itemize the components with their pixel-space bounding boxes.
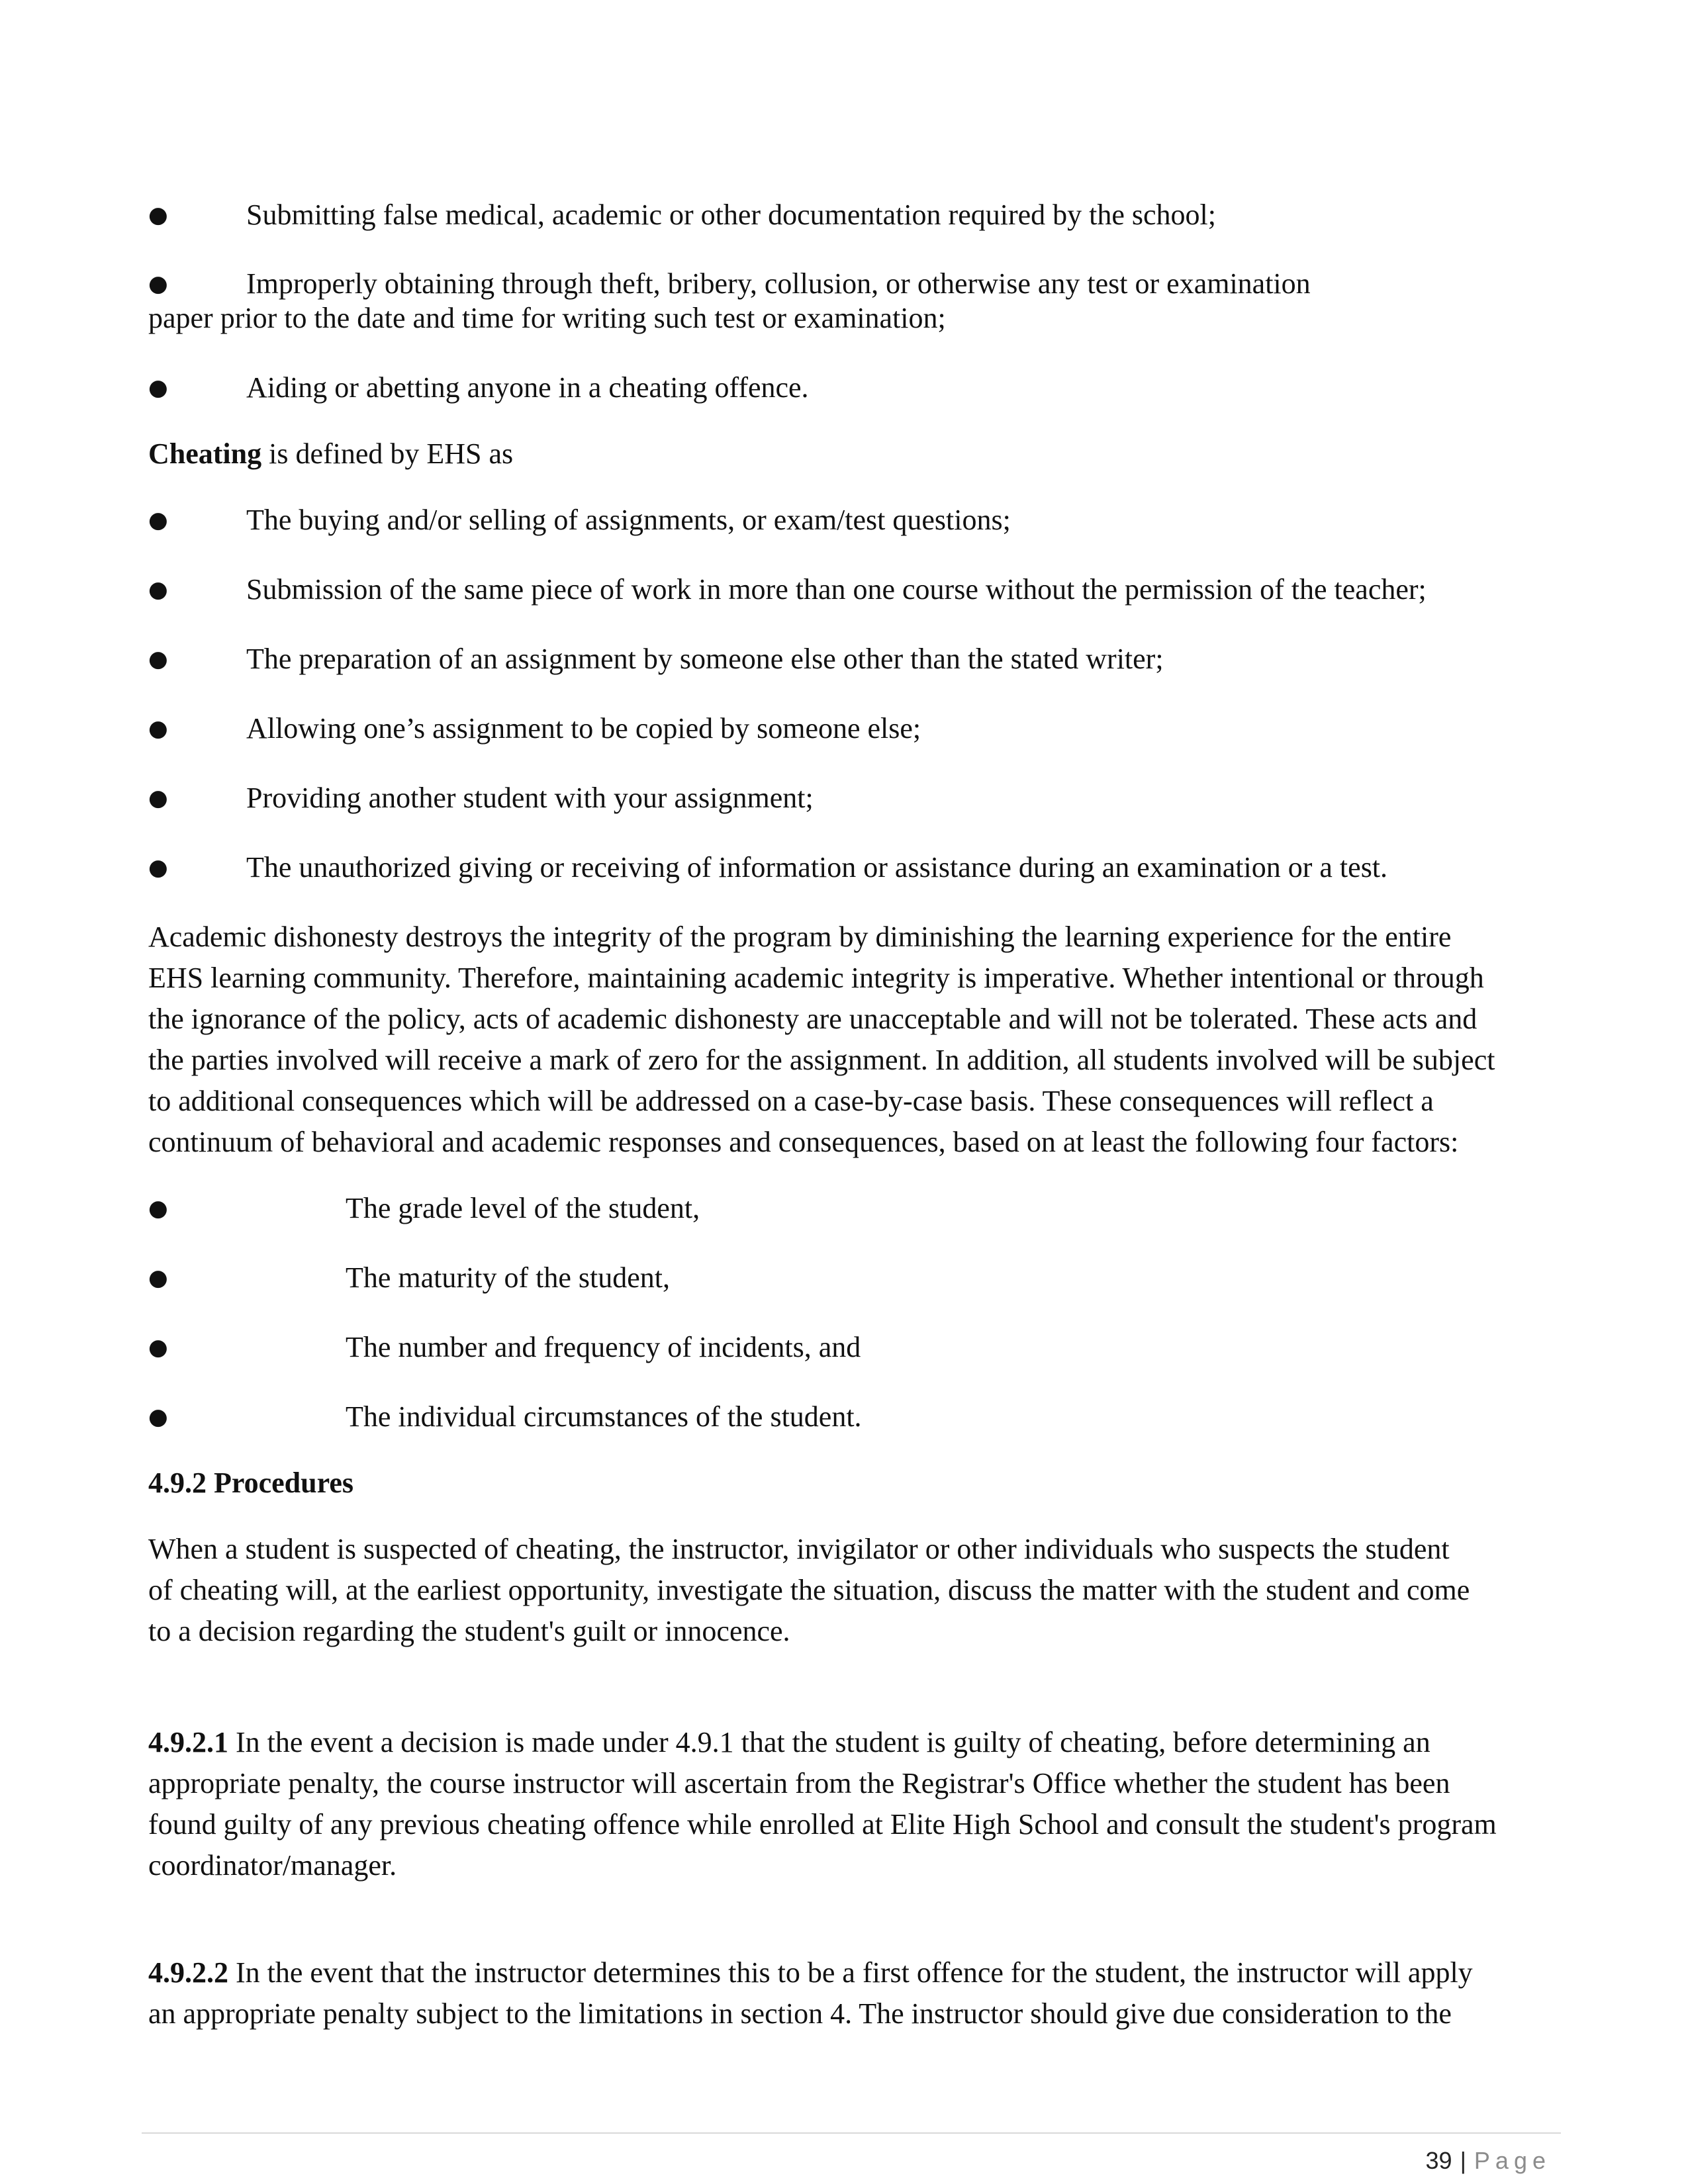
paragraph-line <box>148 1722 1552 1763</box>
section-heading: 4.9.2 Procedures <box>148 1467 353 1499</box>
paragraph-line: of cheating will, at the earliest opportunity, investigate the situation, discuss the matter with the student and come <box>148 1574 1470 1606</box>
footer-divider <box>142 2132 1561 2134</box>
cheating-definition <box>148 433 1545 475</box>
list-item <box>148 367 1545 408</box>
list-item <box>148 1327 1545 1368</box>
bullet-icon: ● <box>148 646 168 672</box>
term-cheating: Cheating <box>148 437 262 470</box>
paragraph-line: When a student is suspected of cheating, the instructor, invigilator or other individuals who suspects the student <box>148 1533 1450 1565</box>
list-item <box>148 1396 1545 1437</box>
list-item <box>148 778 1545 819</box>
list-item-text: The individual circumstances of the student. <box>346 1400 862 1433</box>
paragraph-line: the parties involved will receive a mark of zero for the assignment. In addition, all students involved will be subject <box>148 1044 1495 1076</box>
paragraph-text: In the event a decision is made under 4.9.1 that the student is guilty of cheating, before determining an <box>228 1726 1430 1758</box>
list-item-text: Improperly obtaining through theft, bribery, collusion, or otherwise any test or examination <box>246 267 1311 300</box>
list-item <box>148 500 1545 541</box>
paragraph-line: to a decision regarding the student's guilt or innocence. <box>148 1615 790 1647</box>
bullet-icon: ● <box>148 375 168 401</box>
list-item <box>148 569 1545 610</box>
bullet-icon: ● <box>148 1195 168 1222</box>
page-footer <box>1426 2144 1551 2177</box>
paragraph-line: the ignorance of the policy, acts of academic dishonesty are unacceptable and will not be tolerated. These acts and <box>148 1003 1477 1035</box>
section-number: 4.9.2.2 <box>148 1956 228 1989</box>
paragraph-line: an appropriate penalty subject to the limitations in section 4. The instructor should give due consideration to the <box>148 1997 1452 2030</box>
paragraph-line: found guilty of any previous cheating offence while enrolled at Elite High School and consult the student's program <box>148 1808 1497 1841</box>
list-item-text: The buying and/or selling of assignments, or exam/test questions; <box>246 504 1011 536</box>
list-item-text: The number and frequency of incidents, and <box>346 1331 861 1363</box>
list-item-text: The preparation of an assignment by someone else other than the stated writer; <box>246 643 1164 675</box>
paragraph-line: to additional consequences which will be addressed on a case-by-case basis. These consequences will reflect a <box>148 1085 1434 1117</box>
bullet-icon: ● <box>148 1334 168 1361</box>
list-item <box>148 195 1545 236</box>
list-item-text: The maturity of the student, <box>346 1261 670 1294</box>
footer-separator: | <box>1460 2147 1466 2174</box>
section-4921 <box>148 1722 1552 1886</box>
page-label: Page <box>1474 2147 1551 2174</box>
paragraph-line: continuum of behavioral and academic responses and consequences, based on at least the following four factors: <box>148 1126 1459 1158</box>
list-item <box>148 1257 1545 1298</box>
list-item-continuation <box>148 298 1545 339</box>
list-item-text: The grade level of the student, <box>346 1192 700 1224</box>
list-item-text: Submitting false medical, academic or other documentation required by the school; <box>246 199 1216 231</box>
list-item-text: Submission of the same piece of work in more than one course without the permission of the teacher; <box>246 573 1427 606</box>
bullet-icon: ● <box>148 785 168 811</box>
list-item-text: Providing another student with your assignment; <box>246 782 814 814</box>
list-item-text: paper prior to the date and time for writing such test or examination; <box>148 302 946 334</box>
bullet-icon: ● <box>148 576 168 603</box>
bullet-icon: ● <box>148 507 168 533</box>
definition-text: is defined by EHS as <box>261 437 514 470</box>
list-item <box>148 847 1545 888</box>
bullet-icon: ● <box>148 202 168 228</box>
section-4922 <box>148 1952 1552 2034</box>
bullet-icon: ● <box>148 854 168 881</box>
paragraph-text: In the event that the instructor determines this to be a first offence for the student, the instructor will apply <box>228 1956 1473 1989</box>
paragraph-line: appropriate penalty, the course instructor will ascertain from the Registrar's Office whether the student has been <box>148 1767 1450 1799</box>
list-item-text: Aiding or abetting anyone in a cheating offence. <box>246 371 809 404</box>
page-number: 39 <box>1425 2147 1452 2174</box>
list-item <box>148 639 1545 680</box>
bullet-icon: ● <box>148 715 168 742</box>
paragraph-line <box>148 1952 1552 1993</box>
bullet-icon: ● <box>148 271 168 297</box>
bullet-icon: ● <box>148 1404 168 1430</box>
list-item <box>148 1188 1545 1229</box>
list-item-text: The unauthorized giving or receiving of information or assistance during an examination or a test. <box>246 851 1388 884</box>
paragraph-line: EHS learning community. Therefore, maintaining academic integrity is imperative. Whether intentional or through <box>148 962 1484 994</box>
dishonesty-paragraph <box>148 917 1552 1163</box>
list-item-text: Allowing one’s assignment to be copied by someone else; <box>246 712 921 745</box>
paragraph-line: Academic dishonesty destroys the integrity of the program by diminishing the learning experience for the entire <box>148 921 1452 953</box>
paragraph-line: coordinator/manager. <box>148 1849 397 1882</box>
procedures-paragraph <box>148 1529 1552 1652</box>
bullet-icon: ● <box>148 1265 168 1291</box>
list-item <box>148 708 1545 749</box>
section-number: 4.9.2.1 <box>148 1726 228 1758</box>
